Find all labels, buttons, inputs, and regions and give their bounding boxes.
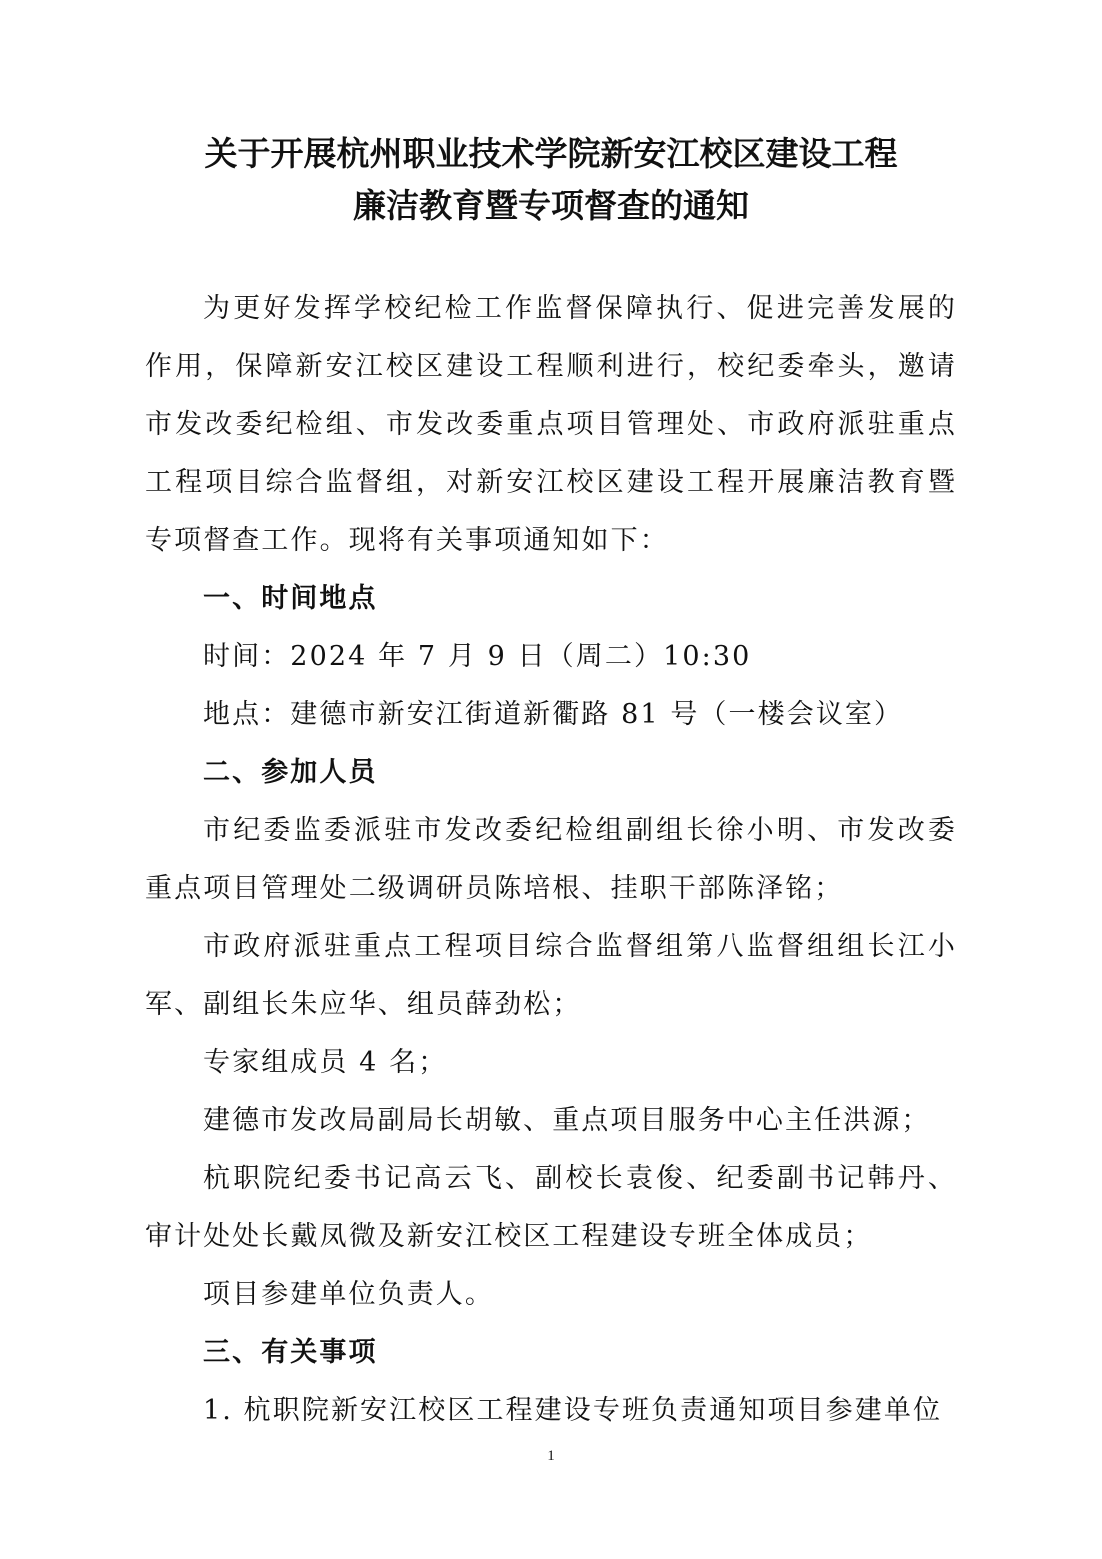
intro-line: 作用，保障新安江校区建设工程顺利进行，校纪委牵头，邀请 bbox=[145, 351, 957, 382]
matters-item-1: 1. 杭职院新安江校区工程建设专班负责通知项目参建单位 bbox=[203, 1395, 943, 1426]
intro-line: 工程项目综合监督组，对新安江校区建设工程开展廉洁教育暨 bbox=[145, 467, 957, 498]
meeting-time: 时间：2024 年 7 月 9 日（周二）10:30 bbox=[203, 641, 752, 672]
intro-line: 为更好发挥学校纪检工作监督保障执行、促进完善发展的 bbox=[203, 293, 957, 324]
participants-line: 市政府派驻重点工程项目综合监督组第八监督组组长江小 bbox=[203, 931, 957, 962]
participants-line: 建德市发改局副局长胡敏、重点项目服务中心主任洪源； bbox=[203, 1105, 931, 1136]
participants-line: 专家组成员 4 名； bbox=[203, 1047, 448, 1078]
section-heading-matters: 三、有关事项 bbox=[203, 1337, 378, 1368]
document-title-line-2: 廉洁教育暨专项督查的通知 bbox=[353, 186, 749, 225]
participants-line: 项目参建单位负责人。 bbox=[203, 1279, 494, 1310]
participants-line: 杭职院纪委书记高云飞、副校长袁俊、纪委副书记韩丹、 bbox=[203, 1163, 957, 1194]
intro-line: 市发改委纪检组、市发改委重点项目管理处、市政府派驻重点 bbox=[145, 409, 957, 440]
document-title-line-1: 关于开展杭州职业技术学院新安江校区建设工程 bbox=[204, 134, 898, 173]
document-body bbox=[145, 280, 957, 1440]
page-number: 1 bbox=[547, 1448, 555, 1464]
participants-line: 军、副组长朱应华、组员薛劲松； bbox=[145, 989, 582, 1020]
meeting-place: 地点：建德市新安江街道新衢路 81 号（一楼会议室） bbox=[203, 699, 904, 730]
intro-line: 专项督查工作。现将有关事项通知如下： bbox=[145, 525, 669, 556]
section-heading-participants: 二、参加人员 bbox=[203, 757, 378, 788]
section-heading-time-place: 一、时间地点 bbox=[203, 583, 378, 614]
participants-line: 重点项目管理处二级调研员陈培根、挂职干部陈泽铭； bbox=[145, 873, 844, 904]
participants-line: 市纪委监委派驻市发改委纪检组副组长徐小明、市发改委 bbox=[203, 815, 957, 846]
participants-line: 审计处处长戴凤微及新安江校区工程建设专班全体成员； bbox=[145, 1221, 873, 1252]
